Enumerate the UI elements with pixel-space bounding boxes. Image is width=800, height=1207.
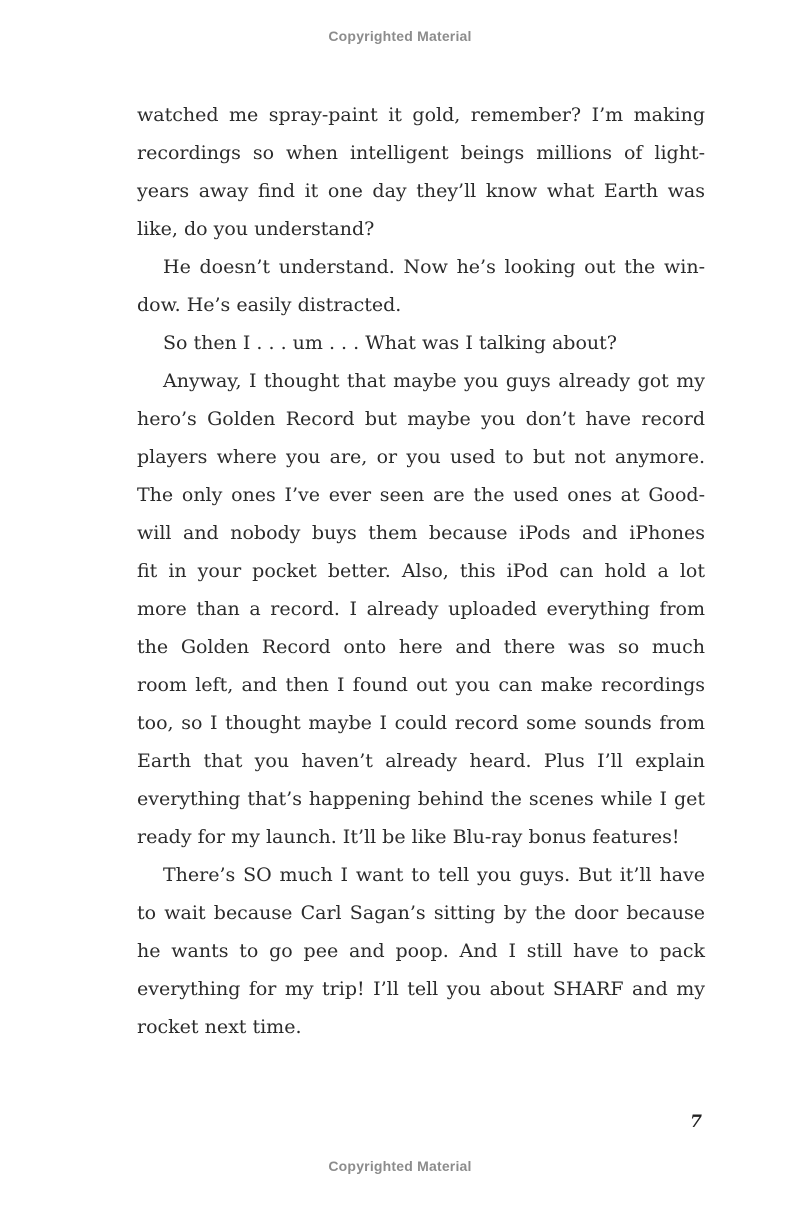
text-line: everything for my trip! I’ll tell you about SHARF and my	[137, 978, 705, 1000]
text-line: fit in your pocket better. Also, this iPod can hold a lot	[137, 560, 705, 582]
text-line: dow. He’s easily distracted.	[137, 294, 402, 316]
text-line: too, so I thought maybe I could record some sounds from	[137, 712, 705, 734]
text-line: everything that’s happening behind the scenes while I get	[137, 788, 705, 810]
text-line: The only ones I’ve ever seen are the used ones at Good-	[137, 484, 705, 506]
copyright-notice-bottom: Copyrighted Material	[328, 1158, 472, 1174]
text-line: He doesn’t understand. Now he’s looking out the win-	[163, 256, 705, 278]
text-line: he wants to go pee and poop. And I still have to pack	[137, 940, 705, 962]
page-number: 7	[690, 1112, 702, 1132]
body-text-block	[137, 96, 705, 1046]
text-line: will and nobody buys them because iPods and iPhones	[137, 522, 705, 544]
copyright-notice-top: Copyrighted Material	[328, 28, 472, 44]
text-line: room left, and then I found out you can make recordings	[137, 674, 705, 696]
text-line: ready for my launch. It’ll be like Blu-ray bonus features!	[137, 826, 680, 848]
text-line: like, do you understand?	[137, 218, 375, 240]
text-line: Earth that you haven’t already heard. Plus I’ll explain	[137, 750, 705, 772]
text-line: years away find it one day they’ll know what Earth was	[137, 180, 705, 202]
text-line: players where you are, or you used to but not anymore.	[137, 446, 705, 468]
text-line: There’s SO much I want to tell you guys. But it’ll have	[163, 864, 705, 886]
text-line: recordings so when intelligent beings millions of light-	[137, 142, 705, 164]
text-line: more than a record. I already uploaded everything from	[137, 598, 705, 620]
text-line: Anyway, I thought that maybe you guys already got my	[163, 370, 705, 392]
text-line: watched me spray-paint it gold, remember? I’m making	[137, 104, 705, 126]
text-line: So then I . . . um . . . What was I talking about?	[163, 332, 617, 354]
text-line: rocket next time.	[137, 1016, 302, 1038]
text-line: the Golden Record onto here and there was so much	[137, 636, 705, 658]
text-line: hero’s Golden Record but maybe you don’t have record	[137, 408, 705, 430]
text-line: to wait because Carl Sagan’s sitting by the door because	[137, 902, 705, 924]
